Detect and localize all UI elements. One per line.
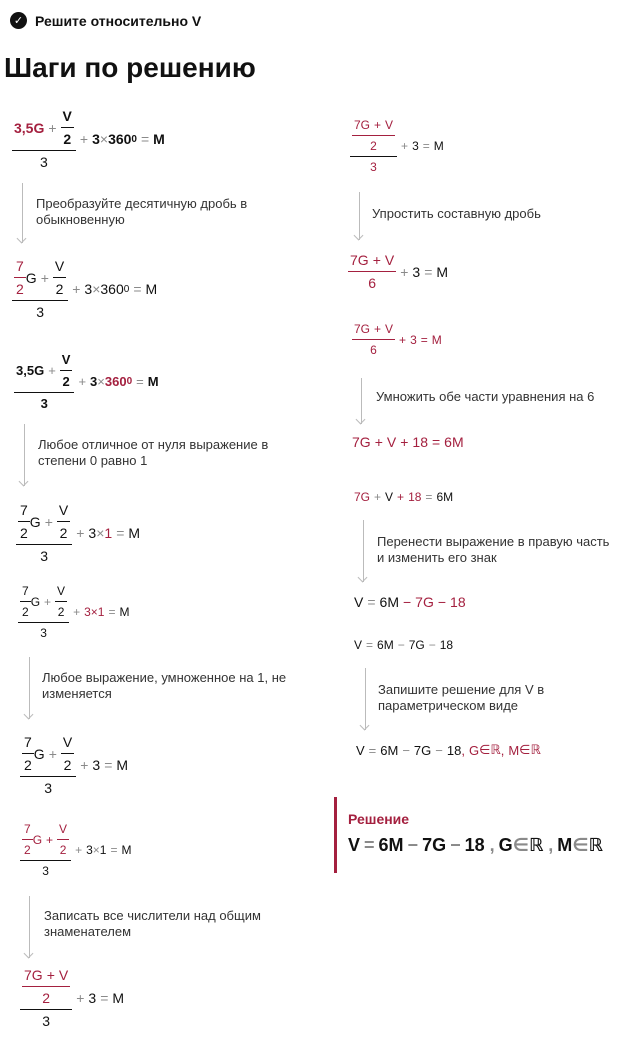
step-note-5: Упростить составную дробь — [372, 206, 541, 221]
step-5-expression: $\frac{7}{2}$ G + $\frac{V}{2}$ 3 + 3 × 1 = M — [18, 584, 129, 640]
step-13-expression: 7G + V + 18 = 6M — [354, 490, 454, 504]
step-note-8: Запишите решение для V в параметрическом виде — [378, 682, 545, 713]
step-16-expression: V = 6M − 7G − 18 , G ∈ ℝ , M ∈ ℝ — [356, 742, 541, 758]
step-arrow — [17, 183, 29, 245]
step-11-expression: 7G + V 6 + 3 = M — [354, 322, 442, 357]
step-arrow — [358, 520, 370, 584]
step-note-2: Любое отличное от нуля выражение в степени 0 равно 1 — [38, 437, 269, 468]
step-3-expression: 3,5G + $\frac{V}{2}$ 3 + 3 × 360 0 = M — [16, 352, 159, 411]
step-14-expression: V = 6M − 7G − 18 — [354, 594, 466, 610]
header-text: Решите относительно V — [35, 12, 202, 29]
step-note-3: Любое выражение, умноженное на 1, не изменяется — [42, 670, 287, 701]
step-arrow — [360, 668, 372, 732]
step-note-4: Записать все числители над общим знаменателем — [44, 908, 261, 939]
step-10-expression: 7G + V 6 + 3 = M — [350, 252, 449, 291]
step-arrow — [356, 378, 368, 426]
solution-box — [334, 797, 603, 873]
check-circle-icon: ✓ — [10, 12, 27, 29]
page-title: Шаги по решению — [4, 52, 256, 83]
solution-title: Решение — [348, 811, 410, 827]
step-note-7: Перенести выражение в правую часть и изменить его знак — [377, 534, 610, 565]
solution-value: V = 6M − 7G − 18 , G∈ℝ , M∈ℝ — [348, 835, 603, 855]
fraction: 3,5G + $\frac{V}{2}$ 3 — [12, 108, 76, 170]
step-arrow — [354, 192, 366, 242]
step-9-expression: 7G + V 2 3 + 3 = M — [350, 118, 444, 174]
step-2-expression: $\frac{7}{2}$ G + $\frac{V}{2}$ 3 + 3 × 360 0 = M — [12, 258, 157, 320]
step-7-expression: $\frac{7}{2}$ G + $\frac{V}{2}$ 3 + 3 × 1 = M — [20, 822, 131, 878]
step-4-expression: $\frac{7}{2}$ G + $\frac{V}{2}$ 3 + 3 × 1 = M — [16, 502, 140, 564]
step-15-expression: V = 6M − 7G − 18 — [354, 638, 454, 652]
step-6-expression: $\frac{7}{2}$ G + $\frac{V}{2}$ 3 + 3 = M — [20, 734, 128, 796]
step-note-6: Умножить обе части уравнения на 6 — [376, 389, 595, 404]
step-arrow — [24, 657, 36, 721]
step-1-expression: 3,5G + $\frac{V}{2}$ 3 + 3 × 360 0 = M — [14, 108, 165, 170]
step-12-expression: 7G + V + 18 = 6M — [352, 434, 464, 450]
step-arrow — [24, 896, 36, 960]
step-note-1: Преобразуйте десятичную дробь в обыкновенную — [36, 196, 248, 227]
header — [10, 12, 201, 29]
step-arrow — [19, 424, 31, 488]
step-8-expression: 7G + V 2 3 + 3 = M — [20, 967, 124, 1029]
